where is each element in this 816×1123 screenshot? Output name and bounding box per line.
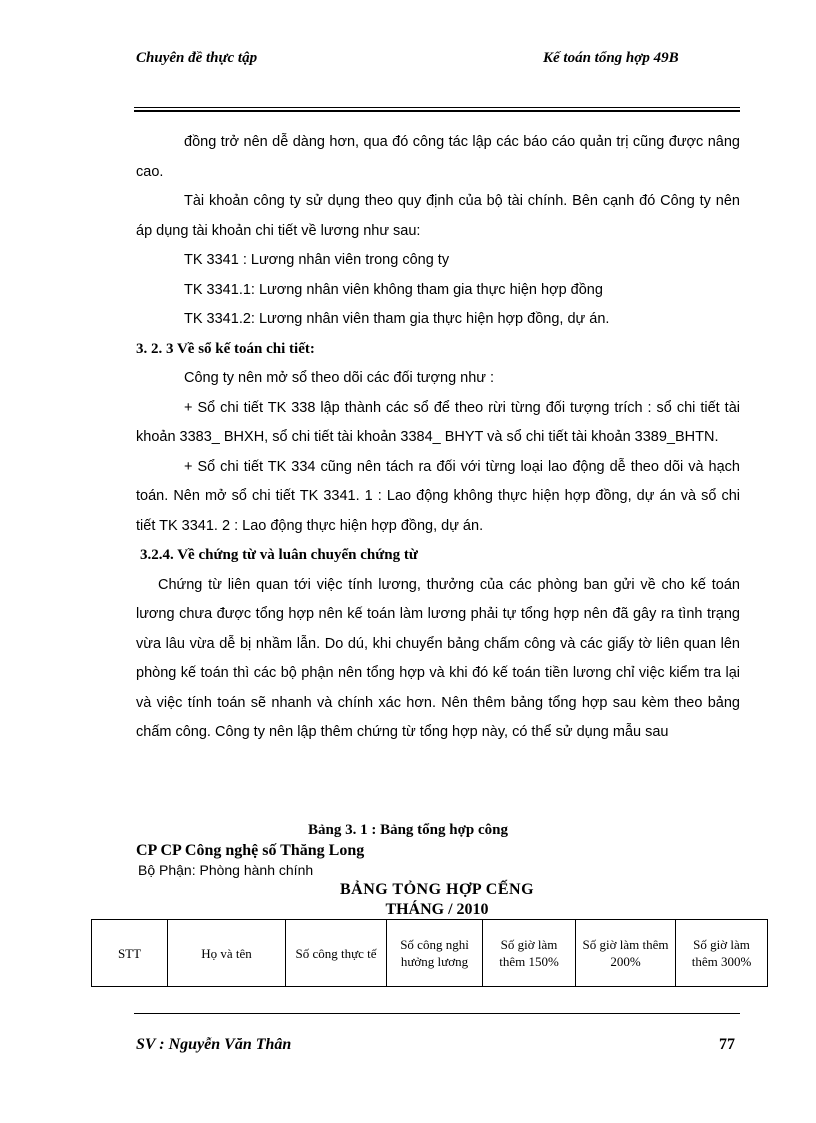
header-rule-thin (134, 107, 740, 108)
body-text (136, 128, 740, 748)
table-header-row (92, 920, 768, 987)
column-header: STT (92, 920, 168, 987)
header-left: Chuyên đề thực tập (136, 50, 258, 66)
summary-table (91, 919, 768, 987)
column-header: Số công thực tế (286, 920, 387, 987)
paragraph: Công ty nên mở sổ theo dõi các đối tượng như : (184, 370, 495, 386)
account-line: TK 3341.2: Lương nhân viên tham gia thực hiện hợp đồng, dự án. (184, 311, 610, 327)
paragraph: đồng trở nên dễ dàng hơn, qua đó công tác lập các báo cáo quản trị cũng được nâng cao. (136, 134, 740, 180)
paragraph: + Sổ chi tiết TK 338 lập thành các sổ để theo rừi từng đối tượng trích : sổ chi tiết tài khoản 3383_ BHXH, sổ chi tiết tài khoản 3384_ BHYT và sổ chi tiết tài khoản 3389_BHTN. (136, 399, 740, 445)
page-number: 77 (719, 1036, 735, 1053)
paragraph: Tài khoản công ty sử dụng theo quy định của bộ tài chính. Bên cạnh đó Công ty nên áp dụng tài khoản chi tiết về lương như sau: (136, 193, 740, 239)
company-name: CP CP Công nghệ số Thăng Long (136, 842, 365, 859)
account-line: TK 3341 : Lương nhân viên trong công ty (184, 252, 450, 268)
account-line: TK 3341.1: Lương nhân viên không tham gia thực hiện hợp đồng (184, 281, 603, 298)
header-rule-thick (134, 110, 740, 112)
section-heading: 3.2.4. Về chứng từ và luân chuyển chứng từ (140, 547, 418, 563)
form-title: BẢNG TỎNG HỢP CẾNG (339, 881, 535, 898)
column-header: Số giờ làm thêm 300% (676, 920, 768, 987)
footer-rule (134, 1013, 740, 1014)
footer-student-name: SV : Nguyễn Văn Thân (136, 1036, 292, 1053)
column-header: Số công nghỉ hưởng lương (387, 920, 483, 987)
table-caption: Bảng 3. 1 : Bảng tổng hợp công (307, 822, 509, 838)
column-header: Số giờ làm thêm 150% (483, 920, 576, 987)
paragraph: + Sổ chi tiết TK 334 cũng nên tách ra đối với từng loại lao động dễ theo dõi và hạch toán. Nên mở sổ chi tiết TK 3341. 1 : Lao động không thực hiện hợp đồng, dự án và sổ chi tiết TK 3341. 2 : Lao động thực hiện hợp đồng, dự án. (136, 458, 740, 534)
paragraph: Chứng từ liên quan tới việc tính lương, thưởng của các phòng ban gửi về cho kế toán lương chưa được tổng hợp nên kế toán làm lương phải tự tổng hợp nên đã gây ra tình trạng vừa lâu vừa dễ bị nhầm lẫn. Do dú, khi chuyển bảng chấm công và các giấy tờ liên quan lên phòng kế toán thì các bộ phận nên tổng hợp và khi đó kế toán tiền lương chỉ việc kiểm tra lại và việc tính toán sẽ nhanh và chính xác hơn. Nên thêm bảng tổng hợp sau kèm theo bảng chấm công. Công ty nên lập thêm chứng từ tổng hợp này, có thể sử dụng mẫu sau (136, 576, 740, 740)
department-label: Bộ Phận: Phòng hành chính (138, 862, 314, 878)
section-heading: 3. 2. 3 Về sổ kế toán chi tiết: (136, 340, 315, 357)
column-header: Họ và tên (168, 920, 286, 987)
column-header: Số giờ làm thêm 200% (576, 920, 676, 987)
header-right: Kế toán tổng hợp 49B (543, 50, 679, 66)
form-month: THÁNG / 2010 (385, 901, 489, 918)
